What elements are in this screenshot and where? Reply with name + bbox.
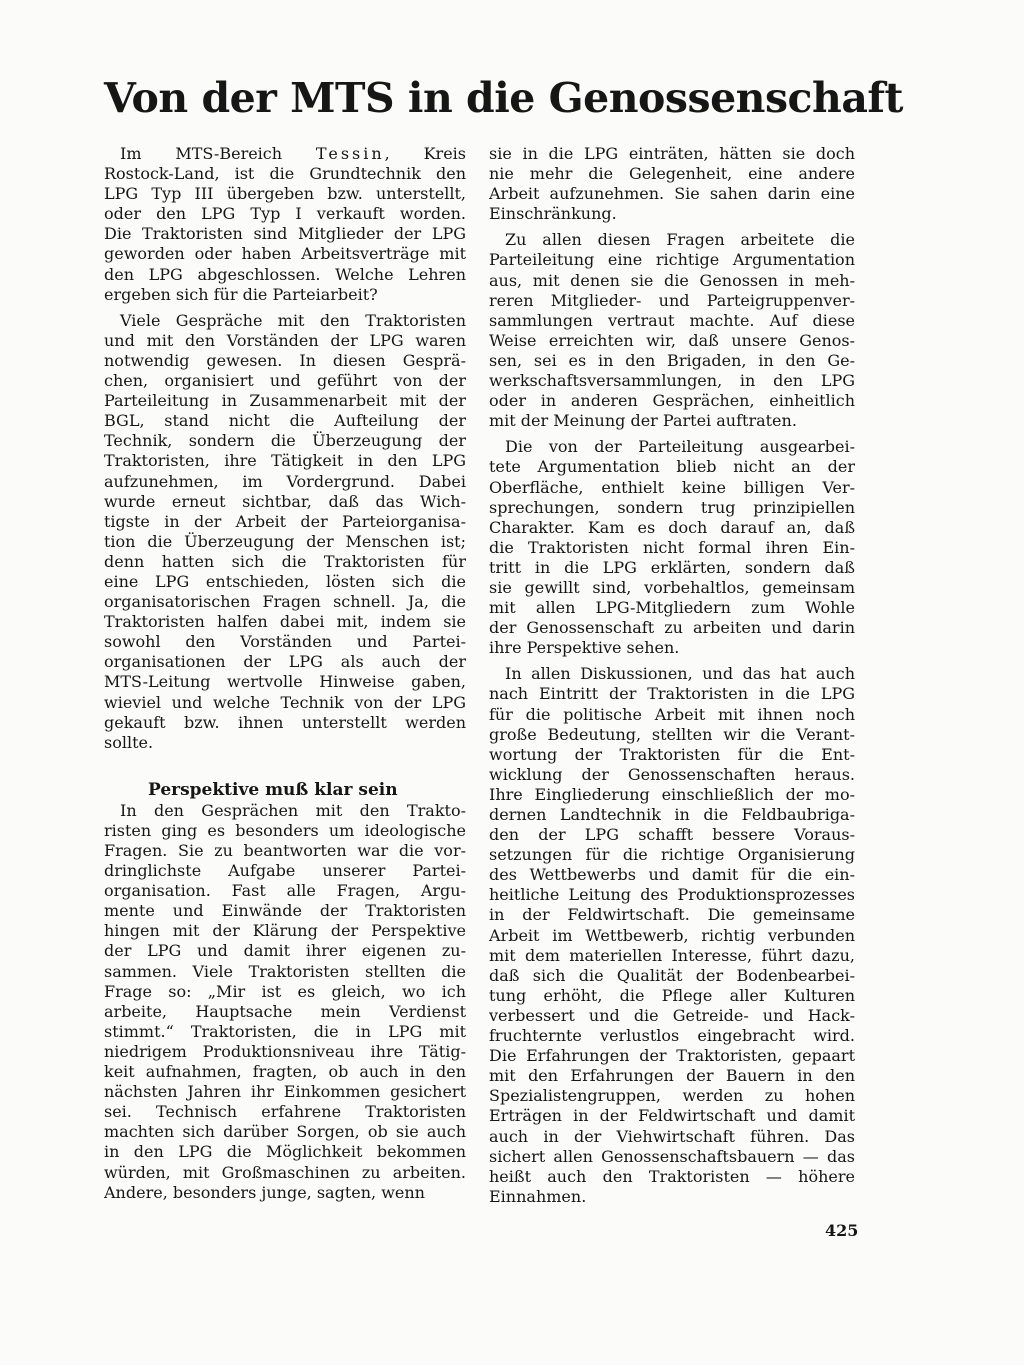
text-line: Charakter. Kam es doch darauf an, daß <box>489 517 855 537</box>
text-line: den LPG abgeschlossen. Welche Lehren <box>104 264 466 284</box>
text-line: wicklung der Genossenschaften heraus. <box>489 764 855 784</box>
text-line: ergeben sich für die Parteiarbeit? <box>104 284 378 304</box>
text-line: tigste in der Arbeit der Parteiorganisa- <box>104 511 466 531</box>
text-line: wurde erneut sichtbar, daß das Wich- <box>104 491 466 511</box>
text-line: LPG Typ III übergeben bzw. unterstellt, <box>104 184 466 204</box>
text-line: aufzunehmen, im Vordergrund. Dabei <box>104 471 466 491</box>
text-line: Parteileitung in Zusammenarbeit mit der <box>104 391 466 411</box>
text-line: sowohl den Vorständen und Partei- <box>104 632 466 652</box>
text-line: Einnahmen. <box>489 1186 587 1206</box>
text-line: stimmt.“ Traktoristen, die in LPG mit <box>104 1021 466 1041</box>
text-line: heißt auch den Traktoristen — höhere <box>489 1166 855 1186</box>
text-line: Fragen. Sie zu beantworten war die vor- <box>104 841 466 860</box>
text-line: große Bedeutung, stellten wir die Verant- <box>489 724 855 744</box>
text-line: verbessert und die Getreide- und Hack- <box>489 1005 855 1025</box>
text-line: wortung der Traktoristen für die Ent- <box>489 744 855 764</box>
paragraph <box>104 801 466 1203</box>
paragraph <box>104 311 466 753</box>
text-line: den der LPG schafft bessere Voraus- <box>489 825 855 845</box>
paragraph <box>489 144 855 224</box>
text-line: des Wettbewerbs und damit für die ein- <box>489 865 855 885</box>
left-column-section-paragraphs <box>104 801 466 1203</box>
text-line: fruchternte verlustlos eingebracht wird. <box>489 1026 855 1046</box>
text-line: niedrigem Produktionsniveau ihre Tätig- <box>104 1041 466 1061</box>
text-line: Ihre Eingliederung einschließlich der mo- <box>489 784 855 804</box>
text-line: reren Mitglieder- und Parteigruppenver- <box>489 290 855 310</box>
text-line: tritt in die LPG erklärten, sondern daß <box>489 557 855 577</box>
text-line: mit allen LPG-Mitgliedern zum Wohle <box>489 598 855 618</box>
text-line: Traktoristen, ihre Tätigkeit in den LPG <box>104 451 466 471</box>
text-line: daß sich die Qualität der Bodenbearbei- <box>489 965 855 985</box>
text-line: für die politische Arbeit mit ihnen noch <box>489 704 855 724</box>
text-line: in der Feldwirtschaft. Die gemeinsame <box>489 905 855 925</box>
text-line: der Genossenschaft zu arbeiten und darin <box>489 618 855 638</box>
text-line: mit dem materiellen Interesse, führt dazu, <box>489 945 855 965</box>
text-line: Andere, besonders junge, sagten, wenn <box>104 1182 425 1202</box>
text-line: Frage so: „Mir ist es gleich, wo ich <box>104 981 466 1001</box>
text-line: In allen Diskussionen, und das hat auch <box>505 664 855 684</box>
text-line: sei. Technisch erfahrene Traktoristen <box>104 1102 466 1122</box>
text-line: Im MTS-Bereich Tessin, Kreis <box>120 144 466 163</box>
text-line: sammlungen vertraut machte. Auf diese <box>489 310 855 330</box>
text-line: nächsten Jahren ihr Einkommen gesichert <box>104 1082 466 1102</box>
text-line: mit der Meinung der Partei auftraten. <box>489 411 797 431</box>
text-line: In den Gesprächen mit den Trakto- <box>120 800 466 820</box>
text-line: Oberfläche, enthielt keine billigen Ver- <box>489 477 855 497</box>
right-column <box>489 144 855 1207</box>
paragraph <box>489 664 855 1207</box>
text-line: Erträgen in der Feldwirtschaft und damit <box>489 1106 855 1126</box>
text-line: nie mehr die Gelegenheit, eine andere <box>489 164 855 184</box>
text-line: mente und Einwände der Traktoristen <box>104 901 466 921</box>
text-line: organisationen der LPG als auch der <box>104 652 466 672</box>
text-line: dernen Landtechnik in die Feldbaubriga- <box>489 805 855 824</box>
text-line: oder in anderen Gesprächen, einheitlich <box>489 391 855 411</box>
text-line: mit den Erfahrungen der Bauern in den <box>489 1066 855 1086</box>
text-line: eine LPG entschieden, lösten sich die <box>104 571 466 591</box>
text-line: chen, organisiert und geführt von der <box>104 371 466 391</box>
text-line: Arbeit aufzunehmen. Sie sahen darin eine <box>489 184 855 204</box>
left-column-paragraphs <box>104 144 466 753</box>
paragraph <box>104 144 466 305</box>
text-line: Die Traktoristen sind Mitglieder der LPG <box>104 224 466 244</box>
text-line: denn hatten sich die Traktoristen für <box>104 551 466 571</box>
paragraph <box>489 230 855 431</box>
text-line: auch in der Viehwirtschaft führen. Das <box>489 1126 855 1146</box>
text-line: risten ging es besonders um ideologische <box>104 820 466 840</box>
text-line: sichert allen Genossenschaftsbauern — das <box>489 1146 855 1166</box>
text-line: sammen. Viele Traktoristen stellten die <box>104 961 466 981</box>
section-heading: Perspektive muß klar sein <box>148 779 398 800</box>
text-line: Technik, sondern die Überzeugung der <box>104 431 466 451</box>
text-line: organisatorischen Fragen schnell. Ja, die <box>104 592 466 612</box>
text-line: werkschaftsversammlungen, in den LPG <box>489 371 855 391</box>
text-line: machten sich darüber Sorgen, ob sie auch <box>104 1122 466 1142</box>
text-line: sen, sei es in den Brigaden, in den Ge- <box>489 350 855 370</box>
article-title: Von der MTS in die Genossenschaft <box>104 74 903 122</box>
text-line: Parteileitung eine richtige Argumentation <box>489 250 855 270</box>
text-line: notwendig gewesen. In diesen Gesprä- <box>104 350 466 370</box>
text-line: sollte. <box>104 732 154 752</box>
text-line: tete Argumentation blieb nicht an der <box>489 457 855 477</box>
text-line: der LPG und damit ihrer eigenen zu- <box>104 941 466 961</box>
text-line: aus, mit denen sie die Genossen in meh- <box>489 270 855 290</box>
text-line: hingen mit der Klärung der Perspektive <box>104 921 466 941</box>
text-line: keit aufnahmen, fragten, ob auch in den <box>104 1062 466 1082</box>
text-line: Die Erfahrungen der Traktoristen, gepaart <box>489 1046 855 1066</box>
text-line: gekauft bzw. ihnen unterstellt werden <box>104 712 466 732</box>
text-line: Weise erreichten wir, daß unsere Genos- <box>489 330 855 350</box>
text-line: sie in die LPG einträten, hätten sie doch <box>489 144 855 163</box>
text-line: setzungen für die richtige Organisierung <box>489 845 855 865</box>
text-line: heitliche Leitung des Produktionsprozesses <box>489 885 855 905</box>
paragraph <box>489 437 855 658</box>
page-number: 425 <box>825 1221 859 1240</box>
text-line: in den LPG die Möglichkeit bekommen <box>104 1142 466 1162</box>
text-line: BGL, stand nicht die Aufteilung der <box>104 411 466 431</box>
text-line: Traktoristen halfen dabei mit, indem sie <box>104 612 466 632</box>
text-line: arbeite, Hauptsache mein Verdienst <box>104 1001 466 1021</box>
text-line: ihre Perspektive sehen. <box>489 638 680 658</box>
text-line: geworden oder haben Arbeitsverträge mit <box>104 244 466 264</box>
text-line: Viele Gespräche mit den Traktoristen <box>120 310 466 330</box>
left-column <box>104 144 466 1203</box>
text-line: tion die Überzeugung der Menschen ist; <box>104 531 466 551</box>
text-line: wieviel und welche Technik von der LPG <box>104 692 466 712</box>
text-line: die Traktoristen nicht formal ihren Ein- <box>489 537 855 557</box>
text-line: nach Eintritt der Traktoristen in die LPG <box>489 684 855 704</box>
text-line: würden, mit Großmaschinen zu arbeiten. <box>104 1162 466 1182</box>
text-line: Arbeit im Wettbewerb, richtig verbunden <box>489 925 855 945</box>
text-line: Die von der Parteileitung ausgearbei- <box>505 437 855 457</box>
text-line: sprechungen, sondern trug prinzipiellen <box>489 497 855 517</box>
text-line: tung erhöht, die Pflege aller Kulturen <box>489 985 855 1005</box>
text-line: oder den LPG Typ I verkauft worden. <box>104 204 466 224</box>
text-line: Zu allen diesen Fragen arbeitete die <box>505 230 855 250</box>
spaced-place-name: Tessin <box>315 144 385 163</box>
text-line: MTS-Leitung wertvolle Hinweise gaben, <box>104 672 466 692</box>
text-line: Einschränkung. <box>489 204 617 224</box>
text-line: dringlichste Aufgabe unserer Partei- <box>104 861 466 881</box>
text-line: und mit den Vorständen der LPG waren <box>104 330 466 350</box>
text-line: Rostock-Land, ist die Grundtechnik den <box>104 164 466 184</box>
text-line: sie gewillt sind, vorbehaltlos, gemeinsam <box>489 577 855 597</box>
text-line: Spezialistengruppen, werden zu hohen <box>489 1086 855 1106</box>
right-column-paragraphs <box>489 144 855 1207</box>
text-line: organisation. Fast alle Fragen, Argu- <box>104 881 466 901</box>
